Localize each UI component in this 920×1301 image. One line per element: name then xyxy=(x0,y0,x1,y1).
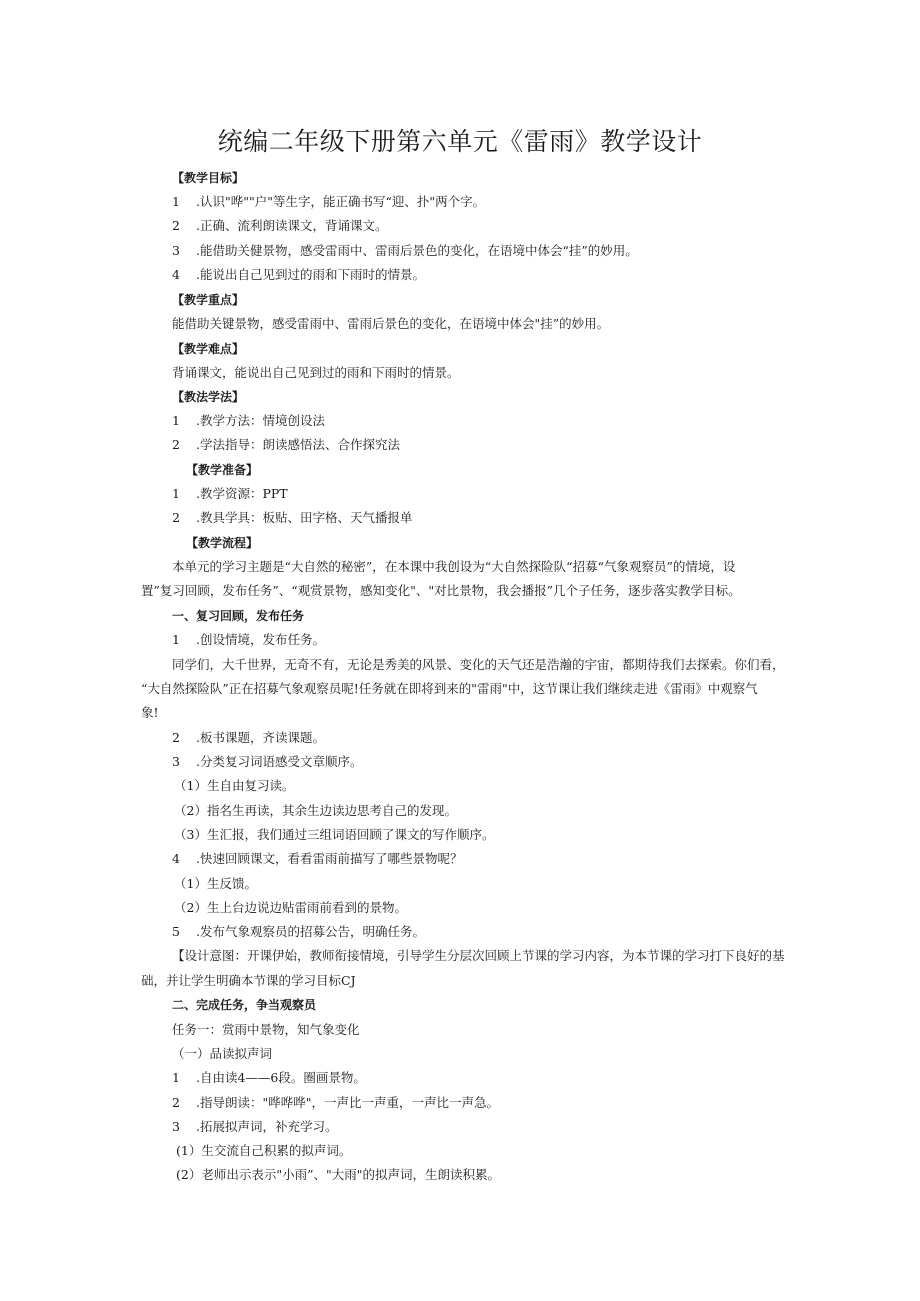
paragraph-line: 同学们，大千世界，无奇不有，无论是秀美的风景、变化的天气还是浩瀚的宇宙，都期待我们去探索。你们看， xyxy=(172,657,785,672)
paragraph-line: 象! xyxy=(141,705,159,720)
design-note-line: 【设计意图：开课伊始，教师衔接情境，引导学生分层次回顾上节课的学习内容，为本节课的学习打下良好的基 xyxy=(172,948,785,963)
process-intro-line: 置”复习回顾，发布任务”、“观赏景物，感知变化"、"对比景物，我会播报”几个子任务，逐步落实教学目标。 xyxy=(141,583,741,598)
sub-item: （3）生汇报，我们通过三组词语回顾了课文的写作顺序。 xyxy=(174,827,495,842)
list-item: 1 .教学资源：PPT xyxy=(172,486,288,501)
list-item: 2 .正确、流利朗读课文，背诵课文。 xyxy=(172,218,388,233)
task-heading: 任务一：赏雨中景物，知气象变化 xyxy=(172,1022,360,1037)
list-item: 1 .创设情境，发布任务。 xyxy=(172,632,325,647)
list-item: 4 .能说出自己见到过的雨和下雨时的情景。 xyxy=(172,267,425,282)
list-item: 2 .教具学具：板贴、田字格、天气播报单 xyxy=(172,510,413,525)
goals-heading: 【教学目标】 xyxy=(172,171,245,185)
focus-heading: 【教学重点】 xyxy=(172,293,245,307)
list-item: 1 .自由读4——6段。圈画景物。 xyxy=(172,1070,366,1085)
list-item: 3 .分类复习词语感受文章顺序。 xyxy=(172,754,363,769)
list-item: 4 .快速回顾课文，看看雷雨前描写了哪些景物呢？ xyxy=(172,851,463,866)
list-item: 1 .教学方法：情境创设法 xyxy=(172,413,325,428)
prep-heading: 【教学准备】 xyxy=(186,463,259,477)
focus-text: 能借助关键景物，感受雷雨中、雷雨后景色的变化，在语境中体会"挂”的妙用。 xyxy=(172,316,610,331)
list-item: 1 .认识"哗""户"等生字，能正确书写“迎、扑"两个字。 xyxy=(172,194,486,209)
list-item: 2 .学法指导：朗读感悟法、合作探究法 xyxy=(172,437,400,452)
list-item: 2 .指导朗读："哗哗哗"，一声比一声重，一声比一声急。 xyxy=(172,1095,499,1110)
methods-heading: 【教法学法】 xyxy=(172,390,245,404)
part-heading: （一）品读拟声词 xyxy=(172,1046,273,1061)
difficulty-text: 背诵课文，能说出自己见到过的雨和下雨时的情景。 xyxy=(172,365,460,380)
sub-item: （1）生自由复习读。 xyxy=(174,778,295,793)
process-heading: 【教学流程】 xyxy=(186,536,259,550)
sub-item: (1）生交流自己积累的拟声词。 xyxy=(176,1143,352,1158)
process-intro-line: 本单元的学习主题是“大自然的秘密”，在本课中我创设为“大自然探险队“招募“气象观察员”的情境，设 xyxy=(172,559,736,574)
list-item: 5 .发布气象观察员的招募公告，明确任务。 xyxy=(172,924,425,939)
sub-item: (2）老师出示表示"小雨”、"大雨"的拟声词，生朗读积累。 xyxy=(176,1167,500,1182)
document-title: 统编二年级下册第六单元《雷雨》教学设计 xyxy=(217,127,703,156)
list-item: 2 .板书课题，齐读课题。 xyxy=(172,730,325,745)
list-item: 3 .能借助关健景物，感受雷雨中、雷雨后景色的变化，在语境中体会“挂”的妙用。 xyxy=(172,243,638,258)
section1-heading: 一、复习回顾，发布任务 xyxy=(172,609,305,623)
difficulty-heading: 【教学难点】 xyxy=(172,342,245,356)
design-note-line: 础，并让学生明确本节课的学习目标CJ xyxy=(141,973,356,988)
section2-heading: 二、完成任务，争当观察员 xyxy=(172,998,317,1012)
paragraph-line: “大自然探险队”正在招募气象观察员呢!任务就在即将到来的"雷雨"中，这节课让我们继续走进《雷雨》中观察气 xyxy=(141,681,758,696)
sub-item: （1）生反馈。 xyxy=(174,876,257,891)
list-item: 3 .拓展拟声词，补充学习。 xyxy=(172,1119,338,1134)
sub-item: （2）生上台边说边贴雷雨前看到的景物。 xyxy=(174,900,407,915)
sub-item: （2）指名生再读，其余生边读边思考自己的发现。 xyxy=(174,803,457,818)
